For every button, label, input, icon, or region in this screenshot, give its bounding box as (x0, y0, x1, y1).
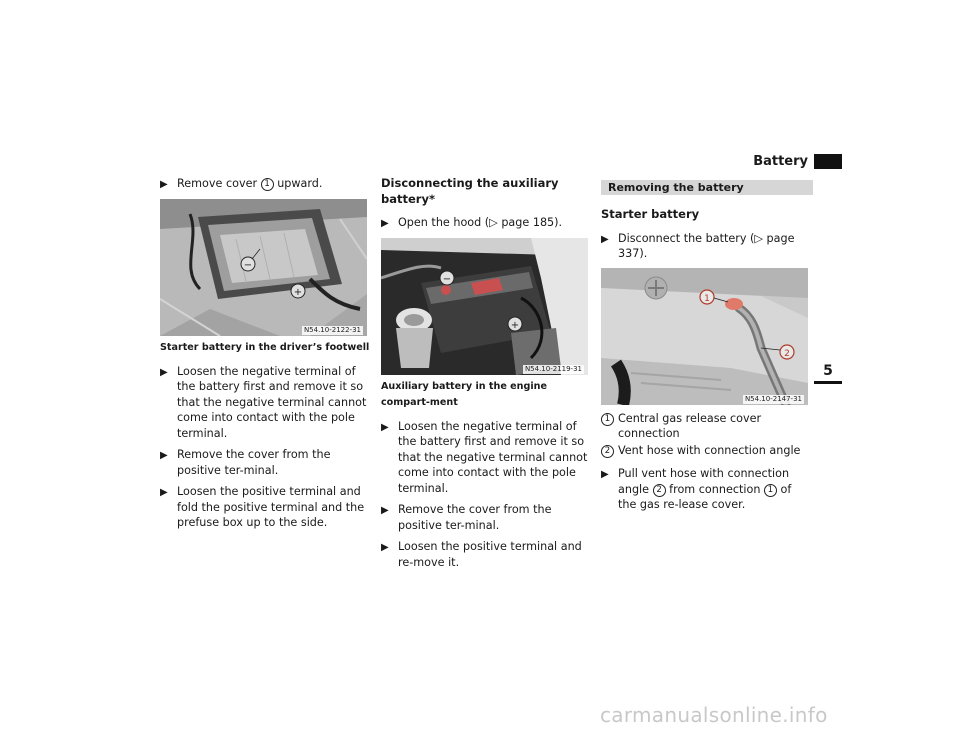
svg-text:+: + (293, 286, 303, 298)
step-pull-hose: ▶ Pull vent hose with connection angle 2 from connection 1 of the gas re-lease cover. (601, 467, 792, 511)
callout-2: 2 (601, 445, 614, 458)
step-item: ▶ Remove the cover from the positive ter-minal. (381, 503, 552, 532)
bullet-arrow-icon: ▶ (601, 233, 609, 245)
vent-hose-illustration (601, 268, 808, 405)
bullet-arrow-icon: ▶ (381, 421, 389, 433)
svg-text:1: 1 (704, 293, 710, 304)
section-heading: Starter battery (601, 207, 700, 221)
bullet-arrow-icon: ▶ (160, 179, 168, 190)
step-remove-cover: ▶ Remove cover 1 upward. (160, 176, 372, 193)
section-heading: Disconnecting the auxiliary battery* (381, 176, 559, 206)
svg-text:2: 2 (784, 348, 790, 359)
section-band: Removing the battery (601, 180, 813, 195)
callout-1: 1 (764, 484, 777, 497)
chapter-number: 5 (823, 363, 833, 379)
step-disconnect: ▶ Disconnect the battery (▷ page 337). (601, 231, 795, 260)
page-title: Battery (753, 154, 808, 169)
legend-item: 2 Vent hose with connection angle (601, 443, 813, 459)
callout-1: 1 (601, 413, 614, 426)
svg-text:−: − (442, 273, 452, 285)
callout-1: 1 (261, 178, 274, 191)
step-item: ▶ Loosen the negative terminal of the battery first and remove it so that the negative terminal cannot come into contact with the pole terminal. (160, 364, 367, 440)
page-reference-link[interactable]: page 337). (618, 231, 795, 260)
figure-code: N54.10-2122-31 (303, 325, 361, 334)
step-item: ▶ Loosen the positive terminal and re-move it. (381, 540, 582, 569)
page-reference-link[interactable]: page 185). (501, 216, 563, 229)
svg-text:−: − (243, 259, 253, 271)
figure-vent-hose (601, 268, 808, 405)
watermark: carmanualsonline.info (600, 703, 828, 727)
chapter-marker (814, 381, 842, 384)
page-reference-icon: ▷ (754, 231, 763, 245)
step-item: ▶ Remove the cover from the positive ter-minal. (160, 448, 331, 477)
bullet-arrow-icon: ▶ (601, 469, 609, 480)
figure-engine-battery (381, 238, 588, 375)
column-right (601, 180, 813, 519)
column-left (160, 176, 372, 537)
legend-item: 1 Central gas release cover connection (601, 411, 813, 442)
bullet-arrow-icon: ▶ (381, 218, 389, 229)
bullet-arrow-icon: ▶ (160, 487, 168, 498)
figure-footwell-battery (160, 199, 367, 336)
bullet-arrow-icon: ▶ (160, 450, 168, 461)
figure-code: N54.10-2119-31 (524, 364, 582, 373)
figure-caption: Auxiliary battery in the engine compart-ment (381, 380, 548, 408)
step-open-hood: ▶ Open the hood (▷ page 185). (381, 215, 593, 232)
header-tab-marker (814, 154, 842, 169)
callout-2: 2 (653, 484, 666, 497)
figure-caption: Starter battery in the driver’s footwell (160, 341, 370, 353)
page-reference-icon: ▷ (489, 216, 498, 229)
bullet-arrow-icon: ▶ (381, 542, 389, 553)
footwell-battery-illustration (160, 199, 367, 336)
column-middle (381, 176, 593, 576)
bullet-arrow-icon: ▶ (381, 505, 389, 516)
step-item: ▶ Loosen the positive terminal and fold the positive terminal and the prefuse box up to the side. (160, 485, 365, 529)
figure-code: N54.10-2147-31 (744, 394, 802, 403)
bullet-arrow-icon: ▶ (160, 366, 168, 378)
svg-text:+: + (510, 319, 520, 331)
engine-battery-illustration (381, 238, 588, 375)
step-item: ▶ Loosen the negative terminal of the battery first and remove it so that the negative terminal cannot come into contact with the pole terminal. (381, 419, 588, 495)
